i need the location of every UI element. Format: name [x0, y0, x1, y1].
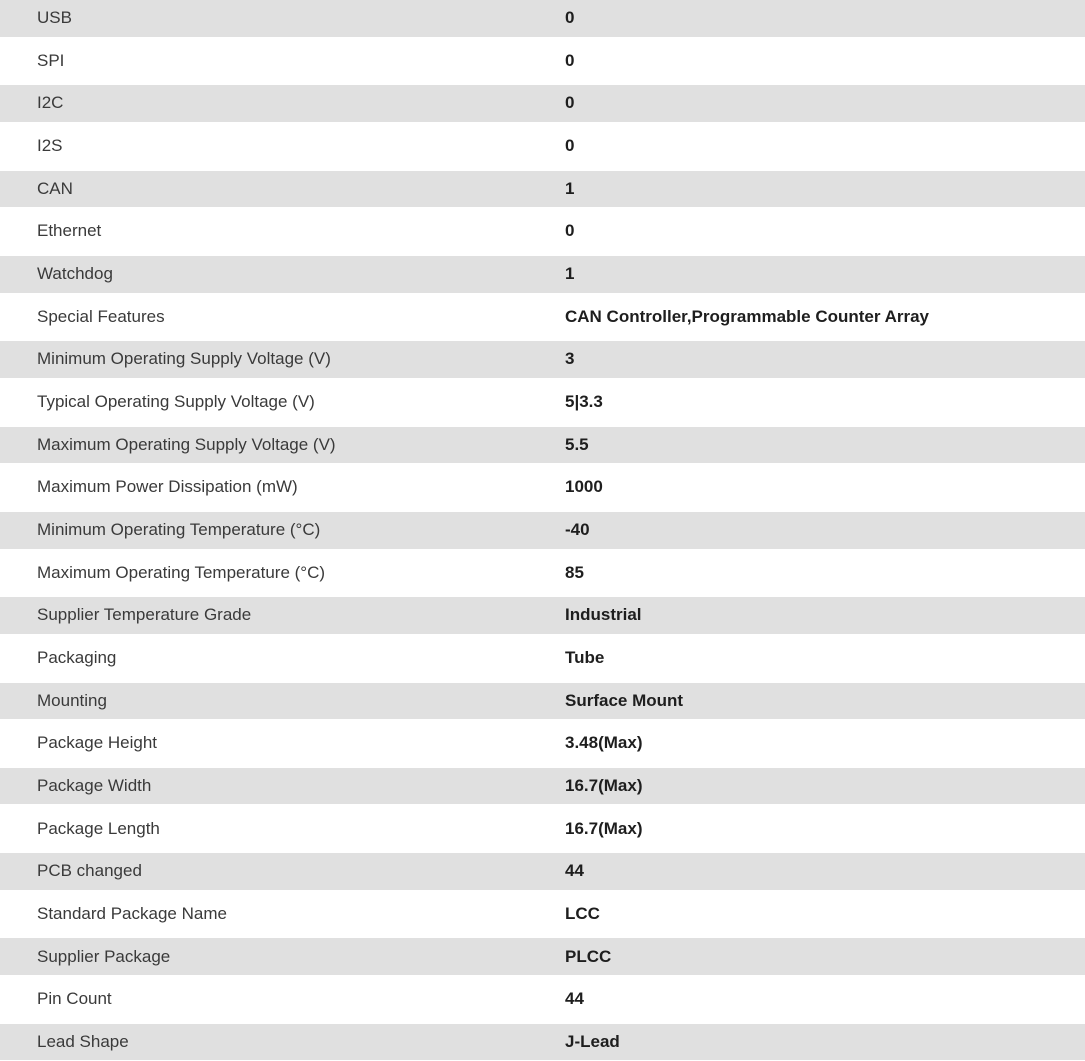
- spec-attribute-label: CAN: [37, 178, 73, 198]
- spec-attribute-value: 85: [565, 562, 584, 582]
- table-row: [0, 253, 1085, 296]
- spec-attribute-label: Supplier Package: [37, 946, 171, 966]
- spec-attribute-label: Standard Package Name: [37, 903, 227, 923]
- spec-attribute-label: Minimum Operating Supply Voltage (V): [37, 349, 331, 369]
- spec-attribute-value: Industrial: [565, 605, 642, 625]
- table-row: [0, 509, 1085, 552]
- table-row: [0, 552, 1085, 595]
- table-row: [0, 978, 1085, 1021]
- spec-attribute-label: SPI: [37, 50, 65, 70]
- table-row: [0, 82, 1085, 125]
- table-row: [0, 168, 1085, 211]
- spec-attribute-label: Typical Operating Supply Voltage (V): [37, 392, 315, 412]
- table-row: [0, 1021, 1085, 1061]
- spec-attribute-value: 16.7(Max): [565, 818, 643, 838]
- spec-attribute-value: LCC: [565, 903, 600, 923]
- spec-attribute-label: Minimum Operating Temperature (°C): [37, 520, 321, 539]
- spec-attribute-label: Maximum Operating Supply Voltage (V): [37, 434, 336, 454]
- spec-attribute-label: Package Height: [37, 733, 158, 753]
- spec-attribute-label: Ethernet: [37, 221, 102, 241]
- spec-attribute-label: PCB changed: [37, 861, 142, 881]
- spec-attribute-label: USB: [37, 8, 72, 28]
- table-row: [0, 0, 1085, 40]
- spec-attribute-value: Surface Mount: [565, 690, 684, 710]
- table-row: [0, 722, 1085, 765]
- spec-attribute-label: Pin Count: [37, 989, 112, 1009]
- table-row: [0, 296, 1085, 339]
- table-row: [0, 893, 1085, 936]
- spec-attribute-label: Maximum Power Dissipation (mW): [37, 477, 298, 497]
- spec-attribute-value: 1: [565, 264, 575, 284]
- table-row: [0, 40, 1085, 83]
- spec-attribute-value: CAN Controller,Programmable Counter Array: [565, 306, 929, 326]
- spec-attribute-value: 0: [565, 93, 575, 113]
- table-row: [0, 210, 1085, 253]
- spec-attribute-value: 44: [565, 989, 584, 1009]
- table-row: [0, 680, 1085, 723]
- spec-attribute-value: 0: [565, 50, 575, 70]
- spec-attribute-label: Watchdog: [37, 264, 113, 284]
- spec-attribute-value: 0: [565, 136, 575, 156]
- spec-attribute-value: 3: [565, 349, 575, 369]
- table-row: [0, 125, 1085, 168]
- spec-attribute-value: 5.5: [565, 434, 589, 454]
- table-row: [0, 466, 1085, 509]
- spec-attribute-label: Lead Shape: [37, 1031, 129, 1051]
- table-row: [0, 850, 1085, 893]
- table-row: [0, 338, 1085, 381]
- table-row: [0, 637, 1085, 680]
- spec-attribute-value: J-Lead: [565, 1031, 620, 1051]
- spec-attribute-label: I2S: [37, 136, 63, 156]
- spec-attribute-value: -40: [565, 520, 590, 539]
- table-row: [0, 807, 1085, 850]
- spec-attribute-label: Mounting: [37, 690, 107, 710]
- spec-attribute-label: Package Width: [37, 775, 152, 795]
- spec-attribute-value: 1000: [565, 477, 603, 497]
- spec-attribute-label: I2C: [37, 93, 64, 113]
- spec-attribute-label: Packaging: [37, 647, 117, 667]
- spec-attribute-value: 44: [565, 861, 584, 881]
- spec-attribute-label: Special Features: [37, 306, 165, 326]
- spec-attribute-value: 0: [565, 221, 575, 241]
- spec-attribute-value: PLCC: [565, 946, 612, 966]
- spec-attribute-value: 3.48(Max): [565, 733, 643, 753]
- spec-attribute-value: 0: [565, 8, 575, 28]
- table-row: [0, 381, 1085, 424]
- spec-attribute-value: Tube: [565, 647, 605, 667]
- spec-attribute-value: 16.7(Max): [565, 775, 643, 795]
- spec-attribute-value: 5|3.3: [565, 392, 603, 412]
- table-row: [0, 765, 1085, 808]
- spec-attribute-label: Maximum Operating Temperature (°C): [37, 562, 326, 582]
- spec-attribute-label: Package Length: [37, 818, 160, 838]
- table-row: [0, 424, 1085, 467]
- spec-attribute-value: 1: [565, 178, 575, 198]
- table-row: [0, 935, 1085, 978]
- spec-attribute-label: Supplier Temperature Grade: [37, 605, 252, 625]
- table-row: [0, 594, 1085, 637]
